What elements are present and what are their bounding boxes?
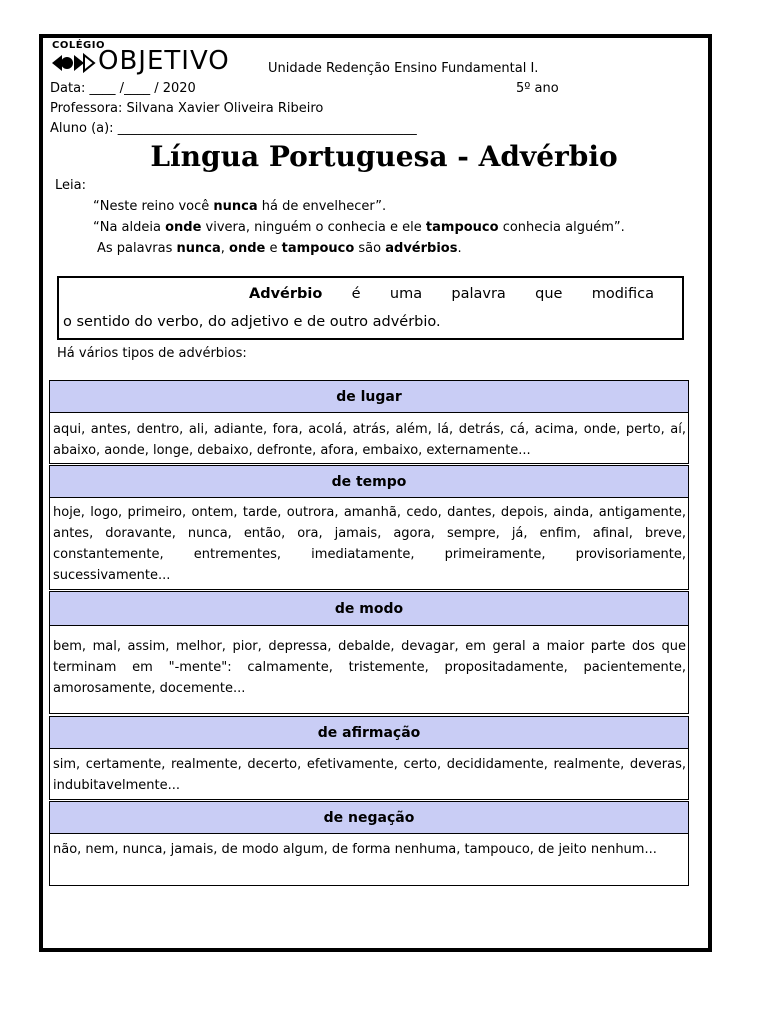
date-field: Data: ____ /____ / 2020 xyxy=(50,81,196,96)
logo-arrows-icon xyxy=(50,50,98,76)
section-de-lugar xyxy=(49,380,689,464)
section-heading: de negação xyxy=(49,801,689,834)
section-text: sim, certamente, realmente, decerto, efetivamente, certo, decididamente, realmente, deveras, indubitavelmente... xyxy=(49,749,689,800)
section-de-afirmacao xyxy=(49,716,689,800)
section-de-negacao xyxy=(49,801,689,886)
read-label: Leia: xyxy=(55,178,86,193)
teacher-label: Professora: Silvana Xavier Oliveira Ribeiro xyxy=(50,101,324,116)
logo-small-text: COLÉGIO xyxy=(52,40,105,51)
school-logo xyxy=(50,40,265,80)
section-heading: de tempo xyxy=(49,465,689,498)
definition-box xyxy=(57,276,684,340)
section-text: não, nem, nunca, jamais, de modo algum, de forma nenhuma, tampouco, de jeito nenhum... xyxy=(49,834,689,886)
adverbs-statement: As palavras nunca, onde e tampouco são advérbios. xyxy=(97,241,462,256)
page-title: Língua Portuguesa - Advérbio xyxy=(150,140,618,173)
types-intro: Há vários tipos de advérbios: xyxy=(57,346,247,361)
quote-2: “Na aldeia onde vivera, ninguém o conhecia e ele tampouco conhecia alguém”. xyxy=(93,220,625,235)
section-heading: de afirmação xyxy=(49,716,689,749)
section-de-tempo xyxy=(49,465,689,590)
grade-label: 5º ano xyxy=(516,81,559,96)
logo-main-text: OBJETIVO xyxy=(98,46,230,76)
section-text: bem, mal, assim, melhor, pior, depressa, debalde, devagar, em geral a maior parte dos que terminam em "-mente": calmamente, tristemente, propositadamente, pacientemente, amorosamente, docemente... xyxy=(49,626,689,714)
section-text: hoje, logo, primeiro, ontem, tarde, outrora, amanhã, cedo, dantes, depois, ainda, antigamente, antes, doravante, nunca, então, ora, jamais, agora, sempre, já, enfim, afinal, breve, constantemente, entrementes, imediatamente, primeiramente, provisoriamente, sucessivamente... xyxy=(49,498,689,590)
definition-line-1: Advérbio é uma palavra que modifica xyxy=(249,286,654,302)
section-text: aqui, antes, dentro, ali, adiante, fora, acolá, atrás, além, lá, detrás, cá, acima, onde, perto, aí, abaixo, aonde, longe, debaixo, defronte, afora, embaixo, externamente... xyxy=(49,413,689,464)
section-de-modo xyxy=(49,591,689,714)
definition-line-2: o sentido do verbo, do adjetivo e de outro advérbio. xyxy=(63,314,441,330)
quote-1: “Neste reino você nunca há de envelhecer”. xyxy=(93,199,387,214)
unit-label: Unidade Redenção Ensino Fundamental I. xyxy=(268,61,539,76)
student-field: Aluno (a): ______________________________________________ xyxy=(50,121,417,136)
section-heading: de lugar xyxy=(49,380,689,413)
section-heading: de modo xyxy=(49,591,689,626)
